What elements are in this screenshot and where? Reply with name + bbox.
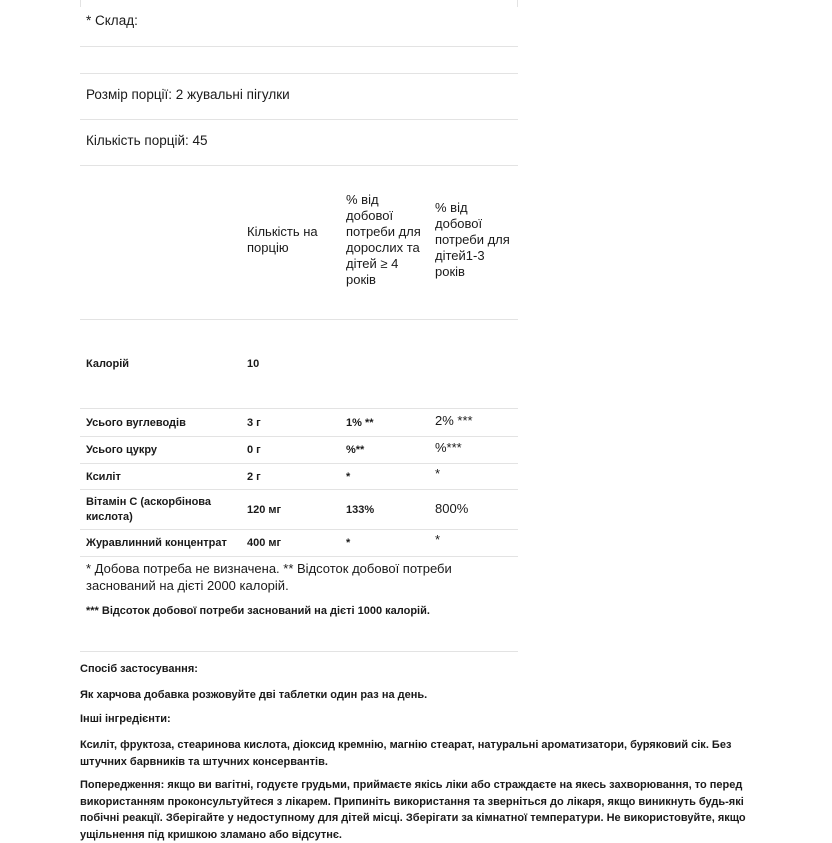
row-name: Вітамін С (аскорбінова кислота) [86, 496, 212, 523]
divider [80, 46, 518, 47]
row-dv-children: 800% [435, 501, 469, 516]
warning-text: Попередження: якщо ви вагітні, годуєте грудьми, приймаєте якісь ліки або страждаєте на якесь захворювання, то перед використанням проконсультуйтеся з лікарем. Припиніть використання та зверніться до лікаря, якщо виникнуть будь-які побічні реакції. Зберігайте у недоступному для дітей місці. Зберігати за кімнатної температури. Не використовуйте, якщо ущільнення під кришкою зламано або відсутнє. [80, 779, 746, 841]
row-dv-adults: 1% ** [346, 417, 374, 429]
divider [80, 463, 518, 464]
frame-line [517, 0, 518, 7]
row-dv-children: * [435, 532, 441, 547]
divider [80, 529, 518, 530]
other-ingredients-text: Ксиліт, фруктоза, стеаринова кислота, діоксид кремнію, магнію стеарат, натуральні ароматизатори, буряковий сік. Без штучних барвників та штучних консервантів. [80, 739, 732, 768]
other-ingredients-title: Інші інгредієнти: [80, 713, 171, 725]
row-name: Калорій [86, 358, 130, 370]
divider [80, 651, 518, 652]
row-dv-adults: * [346, 537, 351, 549]
serving-size: Розмір порції: 2 жувальні пігулки [86, 87, 290, 102]
composition-label: * Склад: [86, 13, 138, 28]
row-name: Журавлинний концентрат [86, 537, 227, 549]
row-dv-children: 2% *** [435, 413, 473, 428]
divider [80, 489, 518, 490]
header-dv-adults: % від добової потреби для дорослих та дітей ≥ 4 років [346, 192, 421, 287]
row-name: Ксиліт [86, 471, 121, 483]
footnote: * Добова потреба не визначена. ** Відсоток добової потреби заснований на дієті 2000 калорій. [86, 561, 452, 593]
divider [80, 436, 518, 437]
row-dv-adults: %** [346, 444, 365, 456]
frame-line [80, 0, 81, 7]
row-dv-adults: * [346, 471, 351, 483]
row-name: Усього цукру [86, 444, 158, 456]
divider [80, 165, 518, 166]
row-amount: 2 г [247, 471, 261, 483]
row-dv-adults: 133% [346, 504, 375, 516]
row-amount: 3 г [247, 417, 261, 429]
divider [80, 408, 518, 409]
row-name: Усього вуглеводів [86, 417, 186, 429]
row-amount: 10 [247, 358, 260, 370]
servings-count: Кількість порцій: 45 [86, 133, 208, 148]
divider [80, 119, 518, 120]
header-dv-children: % від добової потреби для дітей1-3 років [435, 200, 510, 279]
footnote: *** Відсоток добової потреби заснований на дієті 1000 калорій. [86, 605, 430, 617]
usage-title: Спосіб застосування: [80, 663, 198, 675]
usage-text: Як харчова добавка розжовуйте дві таблетки один раз на день. [80, 689, 428, 701]
row-amount: 400 мг [247, 537, 282, 549]
row-amount: 0 г [247, 444, 261, 456]
row-dv-children: %*** [435, 440, 462, 455]
row-amount: 120 мг [247, 504, 282, 516]
header-amount: Кількість на порцію [247, 224, 318, 255]
row-dv-children: * [435, 466, 441, 481]
divider [80, 319, 518, 320]
divider [80, 556, 518, 557]
divider [80, 73, 518, 74]
